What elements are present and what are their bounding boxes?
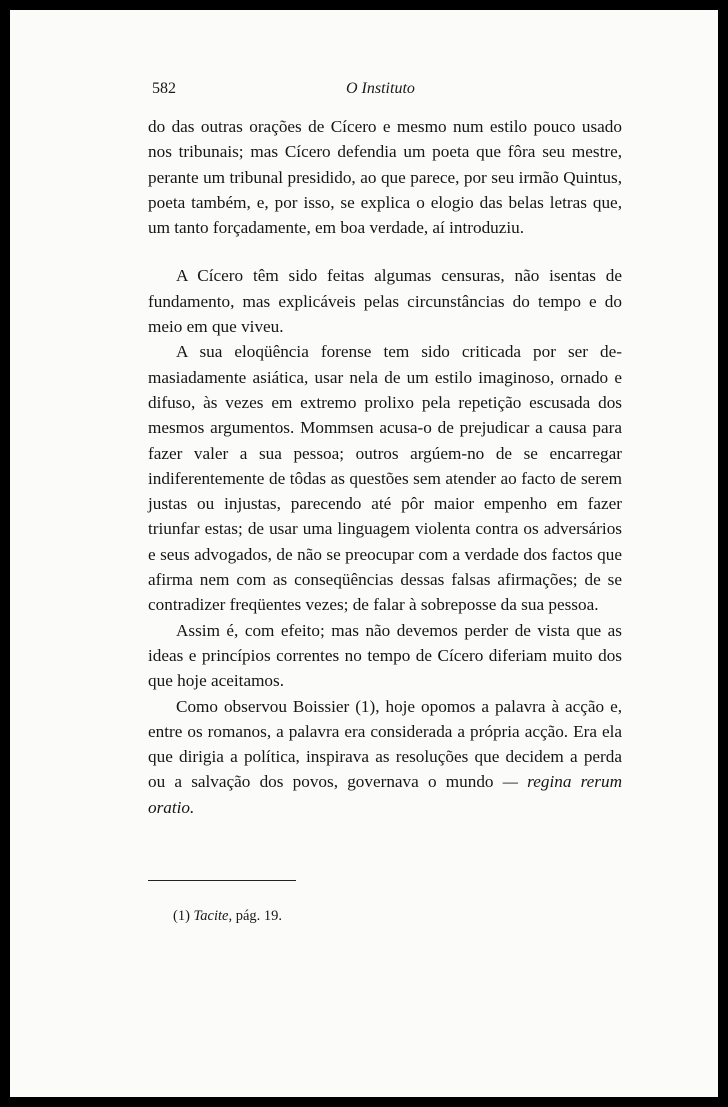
paragraph-boissier bbox=[148, 694, 622, 820]
body-text bbox=[148, 114, 622, 820]
paragraph-censuras: A Cícero têm sido feitas algumas censuras, não isentas de fundamento, mas explicáveis pelas circunstâncias do tempo e do meio em que viveu. bbox=[148, 266, 622, 337]
document-page bbox=[10, 10, 718, 1097]
footnote-title: Tacite, bbox=[193, 908, 233, 924]
running-title: O Instituto bbox=[346, 80, 415, 97]
boissier-text-end: , hoje opomos a palavra à acção e, entre os romanos, a palavra era considerada a própria acção. Era ela que dirigia a política, inspirava as resoluções que decidem a perda ou a salvação dos povos, governava o mundo bbox=[148, 696, 622, 792]
footnote-page-ref: pág. 19. bbox=[235, 908, 283, 924]
paragraph-eloquencia: A sua eloqüência forense tem sido criticada por ser demasiadamente asiática, usar nela de um estilo imaginoso, ornado e difuso, às vezes em extremo prolixo pela repetição escusada dos mesmos argumentos. Mommsen acusa-o de prejudicar a causa para fazer valer a sua pessoa; outros argúem-no de se encarregar indiferentemente de tôdas as questões sem atender ao facto de serem justas ou injustas, parecendo até pôr maior empenho em fazer triunfar estas; de usar uma linguagem violenta contra os adversários e seus advogados, de não se preocupar com a verdade dos factos que afirma nem com as conseqüências dessas falsas afirmações; de se contradizer freqüentes vezes; de falar à sobreposse da sua pessoa. bbox=[148, 342, 622, 615]
page-number: 582 bbox=[152, 80, 176, 97]
footnote-marker: (1) bbox=[173, 908, 190, 924]
footnote-reference[interactable]: (1) bbox=[355, 696, 376, 716]
boissier-text-start: Como observou Boissier bbox=[176, 696, 356, 716]
page-header bbox=[10, 80, 718, 104]
paragraph-continuation: do das outras orações de Cícero e mesmo num estilo pouco usado nos tribunais; mas Cícero defendia um poeta que fôra seu mestre, perante um tribunal presidido, ao que parece, por seu irmão Quintus, poeta também, e, por isso, se explica o elogio das belas letras que, um tanto forçadamente, em boa verdade, aí introduziu. bbox=[148, 117, 622, 238]
paragraph-assim: Assim é, com efeito; mas não devemos perder de vista que as ideas e princípios correntes no tempo de Cícero diferiam muito dos que hoje aceitamos. bbox=[148, 620, 622, 691]
latin-motto: — regina rerum oratio. bbox=[148, 772, 622, 817]
footnote bbox=[173, 908, 282, 925]
footnote-divider bbox=[148, 880, 296, 881]
